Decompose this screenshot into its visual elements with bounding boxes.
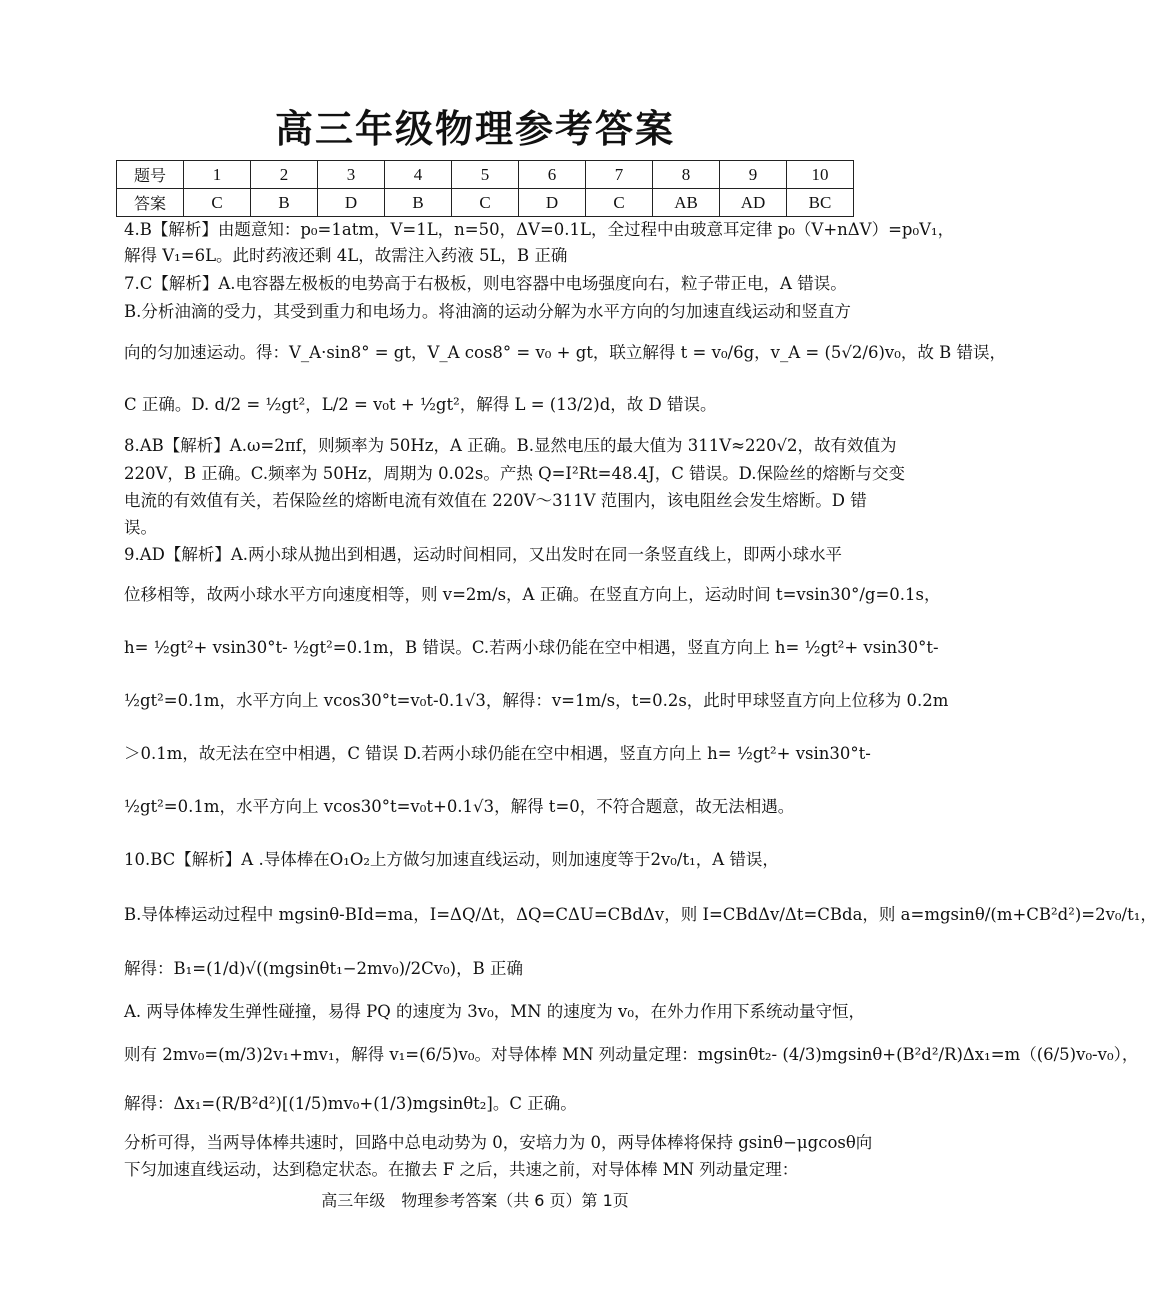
page-footer: 高三年级 物理参考答案（共 6 页）第 1页 (321, 1191, 629, 1210)
text-line: 则有 2mv₀=(m/3)2v₁+mv₁，解得 v₁=(6/5)v₀。对导体棒 MN 列动量定理：mgsinθt₂- (4/3)mgsinθ+(B²d²/R)Δx₁=m（(6/5)v₀-v₀）， (124, 1045, 1139, 1064)
text-line: 8.AB【解析】A.ω=2πf，则频率为 50Hz，A 正确。B.显然电压的最大值为 311V≈220√2，故有效值为 (124, 436, 897, 455)
text-line: 解得：B₁=(1/d)√((mgsinθt₁−2mv₀)/2Cv₀)，B 正确 (124, 959, 523, 978)
table-cell: D (519, 189, 586, 217)
table-row-answers (117, 189, 854, 217)
table-answer-label: 答案 (117, 189, 184, 217)
answer-table (116, 160, 854, 217)
text-line: 下匀加速直线运动，达到稳定状态。在撤去 F 之后，共速之前，对导体棒 MN 列动量定理： (124, 1160, 799, 1179)
table-cell: 8 (653, 161, 720, 189)
text-line: 向的匀加速运动。得：V_A·sin8° = gt，V_A cos8° = v₀ + gt，联立解得 t = v₀/6g，v_A = (5√2/6)v₀，故 B 错误， (124, 343, 1006, 362)
table-cell: AB (653, 189, 720, 217)
table-cell: 3 (318, 161, 385, 189)
text-line: 分析可得，当两导体棒共速时，回路中总电动势为 0，安培力为 0，两导体棒将保持 gsinθ−μgcosθ向 (124, 1133, 873, 1152)
table-cell: D (318, 189, 385, 217)
table-cell: 5 (452, 161, 519, 189)
table-cell: C (184, 189, 251, 217)
table-cell: 7 (586, 161, 653, 189)
text-line: ＞0.1m，故无法在空中相遇，C 错误 D.若两小球仍能在空中相遇，竖直方向上 h= ½gt²+ vsin30°t- (124, 744, 871, 763)
text-line: 误。 (124, 518, 157, 537)
text-line: 位移相等，故两小球水平方向速度相等，则 v=2m/s，A 正确。在竖直方向上，运动时间 t=vsin30°/g=0.1s， (124, 585, 941, 604)
table-cell: 9 (720, 161, 787, 189)
text-line: ½gt²=0.1m，水平方向上 vcos30°t=v₀t-0.1√3，解得：v=1m/s，t=0.2s，此时甲球竖直方向上位移为 0.2m (124, 691, 949, 710)
text-line: 解得 V₁=6L。此时药液还剩 4L，故需注入药液 5L，B 正确 (124, 246, 568, 265)
text-line: B.导体棒运动过程中 mgsinθ-BId=ma，I=ΔQ/Δt，ΔQ=CΔU=CBdΔv，则 I=CBdΔv/Δt=CBda，则 a=mgsinθ/(m+CB²d²)=2v₀/t₁， (124, 905, 1157, 924)
table-cell: AD (720, 189, 787, 217)
table-row-numbers (117, 161, 854, 189)
table-header-label: 题号 (117, 161, 184, 189)
table-cell: 2 (251, 161, 318, 189)
table-cell: B (385, 189, 452, 217)
page-title: 高三年级物理参考答案 (274, 107, 675, 151)
text-line: B.分析油滴的受力，其受到重力和电场力。将油滴的运动分解为水平方向的匀加速直线运动和竖直方 (124, 302, 851, 321)
text-line: A. 两导体棒发生弹性碰撞，易得 PQ 的速度为 3v₀，MN 的速度为 v₀，在外力作用下系统动量守恒， (124, 1002, 865, 1021)
text-line: 电流的有效值有关，若保险丝的熔断电流有效值在 220V～311V 范围内，该电阻丝会发生熔断。D 错 (124, 491, 867, 510)
text-line: 10.BC【解析】A .导体棒在O₁O₂上方做匀加速直线运动，则加速度等于2v₀/t₁，A 错误， (124, 850, 779, 869)
text-line: 4.B【解析】由题意知：p₀=1atm，V=1L，n=50，ΔV=0.1L，全过程中由玻意耳定律 p₀（V+nΔV）=p₀V₁， (124, 220, 955, 239)
text-line: 220V，B 正确。C.频率为 50Hz，周期为 0.02s。产热 Q=I²Rt=48.4J，C 错误。D.保险丝的熔断与交变 (124, 464, 906, 483)
table-cell: 10 (787, 161, 854, 189)
table-cell: 6 (519, 161, 586, 189)
text-line: ½gt²=0.1m，水平方向上 vcos30°t=v₀t+0.1√3，解得 t=0，不符合题意，故无法相遇。 (124, 797, 795, 816)
text-line: C 正确。D. d/2 = ½gt²，L/2 = v₀t + ½gt²，解得 L = (13/2)d，故 D 错误。 (124, 395, 717, 414)
text-line: 7.C【解析】A.电容器左极板的电势高于右极板，则电容器中电场强度向右，粒子带正电，A 错误。 (124, 274, 847, 293)
table-cell: BC (787, 189, 854, 217)
text-line: 解得：Δx₁=(R/B²d²)[(1/5)mv₀+(1/3)mgsinθt₂]。C 正确。 (124, 1094, 577, 1113)
table-cell: C (452, 189, 519, 217)
text-line: 9.AD【解析】A.两小球从抛出到相遇，运动时间相同，又出发时在同一条竖直线上，即两小球水平 (124, 545, 843, 564)
table-cell: 1 (184, 161, 251, 189)
text-line: h= ½gt²+ vsin30°t- ½gt²=0.1m，B 错误。C.若两小球仍能在空中相遇，竖直方向上 h= ½gt²+ vsin30°t- (124, 638, 939, 657)
table-cell: 4 (385, 161, 452, 189)
table-cell: B (251, 189, 318, 217)
table-cell: C (586, 189, 653, 217)
